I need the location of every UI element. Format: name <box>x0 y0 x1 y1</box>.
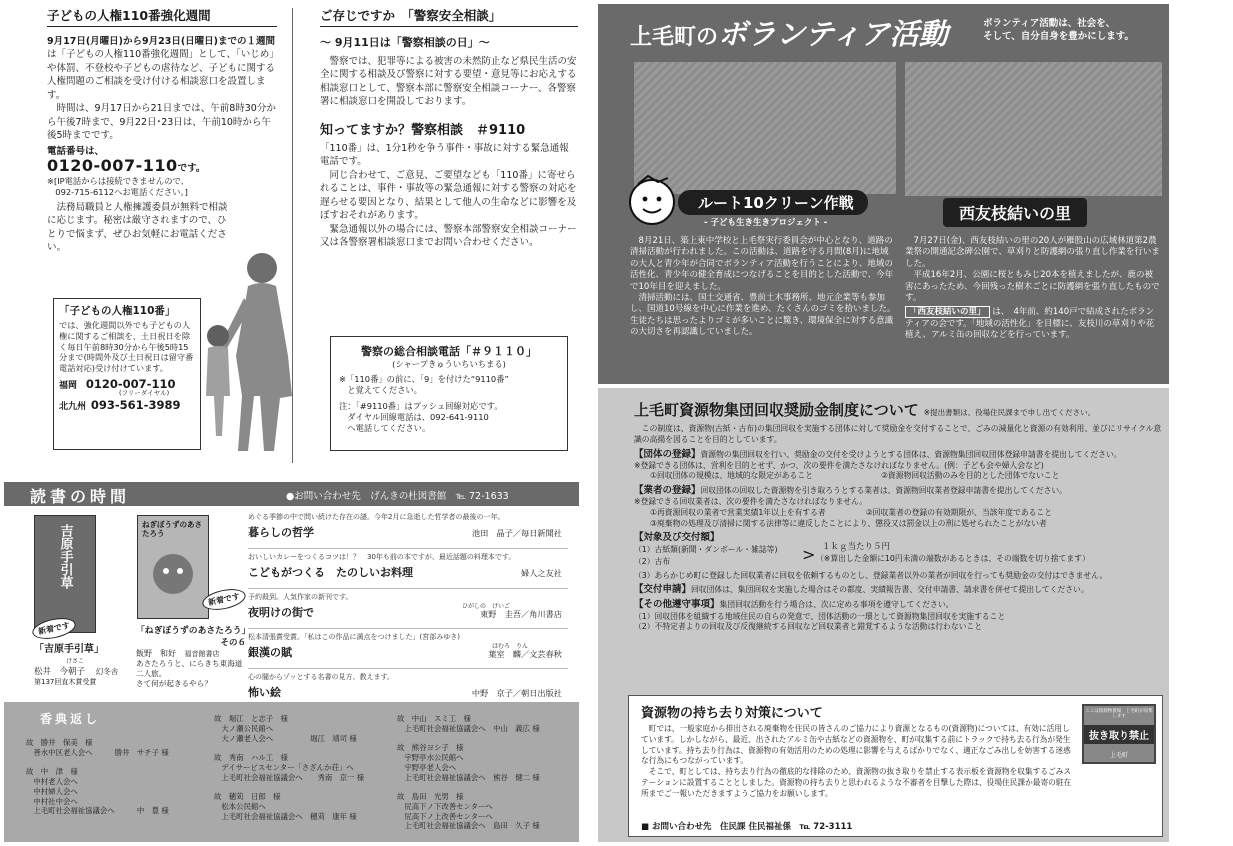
volunteer-title-b: ボランティア活動 <box>718 17 948 51</box>
recycle-reg-line <box>634 448 1164 461</box>
book1-award: 第137回直木賞受賞 <box>34 678 97 686</box>
recycle-biz-line <box>634 484 1164 497</box>
children-rights-p1: は「子どもの人権110番強化週間」として、「いじめ」や体罰、不登校や子どもの虐待など、子どもに関する人権問題のご相談を受け付ける相談窓口を設置します。 <box>47 49 276 101</box>
recycle-biz-c2: ②回収業者の登録の有効期限が、当該年度であること <box>865 507 1053 517</box>
sign-bottom: 上毛町 <box>1109 751 1128 759</box>
recycle-o1: （1）回収団体を組織する地域住民の自らの発意で、団体活動の一環として資源物集団回収を実施すること <box>634 611 1006 621</box>
nishitomoeda-box: 「西友枝結いの里」 <box>905 306 990 318</box>
recycle-biz-conditions <box>634 508 1164 519</box>
book-item-author: 中野 京子／朝日出版社 <box>471 688 562 698</box>
book1-pub: 幻冬舎 <box>95 667 119 676</box>
police-p4: 緊急通報以外の場合には、警察本部警察安全相談コーナー又は各警察署相談窓口までお問い合わせください。 <box>320 223 577 249</box>
new-badge-1: 新着です <box>31 615 78 643</box>
children-rights-section <box>47 8 277 255</box>
book1-author: 松井 今朝子 <box>34 667 86 677</box>
volunteer-section <box>598 4 1169 384</box>
book2-title: 「ねぎぼうずのあさたろう」 <box>136 626 251 636</box>
nishitomoeda-text <box>905 236 1161 341</box>
cleanup-banner-sub: - 子ども生き生きプロジェクト - <box>704 218 828 228</box>
book2-vol: その６ <box>220 638 246 648</box>
children-rights-phone-label: 電話番号は、 <box>47 145 105 157</box>
recycle-title-line <box>634 399 1095 420</box>
recycle-biz-c1: ①再資源回収の業者で営業実績1年以上を有する者 <box>650 507 826 517</box>
recycle-rate-note: （※算出した金額に10円未満の端数があるときは、その端数を切り捨てます） <box>816 553 1090 563</box>
police-box-note1: ※「110番」の前に、「9」を付けた“9110番” と覚えてください。 <box>339 373 509 395</box>
reading-contact: ●お問い合わせ先 げんきの杜図書館 ℡ 72-1633 <box>286 491 509 502</box>
nishitomoeda-p3: は、 4年前、約140戸で結成されたボランティアの会です。「地域の活性化」を目標に、友枝川の草刈りや花植え、アルミ缶の回収などを行っています。 <box>905 307 1155 340</box>
nishitomoeda-box-wrap <box>905 307 1161 341</box>
recycle-title: 上毛町資源物集団回収奨励金制度について <box>634 401 919 419</box>
recycle-t2: （2）古布 <box>634 556 671 566</box>
recycle-apply-head: 【交付申請】 <box>634 584 692 596</box>
removal-text <box>641 724 1073 799</box>
police-h2: 知ってますか？警察相談 ＃9110 <box>320 122 526 138</box>
cleanup-text <box>630 236 896 338</box>
recycle-reg-text: 資源物の集団回収を行い、奨励金の交付を受けようとする団体は、資源物集団回収団体登録申請書を提出してください。 <box>700 449 1122 459</box>
book-item <box>248 632 568 669</box>
cover2-character-icon <box>138 542 208 602</box>
book-item-desc: おいしいカレーをつくるコツは！？ 30年も前の本ですが、最近話題の料理本です。 <box>248 553 516 561</box>
children-rights-box <box>53 298 201 450</box>
book-item-desc: 松本清張賞受賞。「私はこの作品に満点をつけました」(宮部みゆき) <box>248 633 460 641</box>
recycle-rate: １ｋｇ当たり５円 <box>822 541 891 552</box>
recycle-target-row <box>634 541 1164 571</box>
book1-author-reading: けさこ <box>66 658 85 665</box>
book-list <box>248 512 568 709</box>
police-box-reading: (シャープきゅういちいちまる) <box>392 359 506 369</box>
fukuoka-label: 福岡 <box>59 381 78 392</box>
book-cover-negibouzu <box>137 515 209 619</box>
recycle-reg-note: ※登録できる団体は、営利を目的とせず、かつ、次の要件を満たさなければなりません。(例：子ども会や婦人会など) <box>634 460 1044 470</box>
recycle-reg-conditions <box>634 471 1164 482</box>
police-section <box>320 8 578 250</box>
book-item <box>248 592 568 629</box>
cleanup-p2: 清掃活動には、国土交通省、豊前土木事務所、地元企業等も参加し、国道10号線を中心に作業を進め、たくさんのゴミを拾いました。生徒たちは思ったよりゴミが多いことに驚き、環境保全に対する意識の大切さを再認識していました。 <box>630 292 896 337</box>
book-item-reading: はむろ りん <box>491 643 528 650</box>
cover2-title: ねぎぼうずのあさたろう <box>142 520 202 538</box>
book-item-author: 東野 圭吾／角川書店 <box>480 609 562 619</box>
volunteer-tagline: ボランティア活動は、社会を、 そして、自分自身を豊かにします。 <box>983 18 1135 42</box>
sign-top: ここは資源物置場 上毛町が収集します <box>1085 709 1153 720</box>
police-box-title: 警察の総合相談電話「＃９１１０」 <box>361 345 537 358</box>
nishitomoeda-banner <box>943 198 1087 227</box>
removal-contact: ■ お問い合わせ先 住民課 住民福祉係 ℡ 72-3111 <box>641 822 853 832</box>
book2-info <box>136 623 251 689</box>
recycle-o2: （2）不特定者よりの回収及び反復継続する回収など回収業者と錯覚するような活動は行わないこと <box>634 622 983 632</box>
children-rights-phone: 0120-007-110 <box>47 156 178 176</box>
recycle-t1: （1）古紙類(新聞・ダンボール・雑誌等) <box>634 544 778 554</box>
recycle-reg-c1: ①回収団体の規模は、地域的な限定があること <box>650 471 813 481</box>
police-p3: 同じ合わせて、ご意見、ご要望なども「110番」に寄せられることは、事件・事故等の緊急通報に対する警察の対応を遅らせる要因となり、結果として他人の生命などに影響を及ぼすおそれがあります。 <box>320 169 577 222</box>
kitakyushu-line <box>59 398 195 412</box>
free-dial-note: (フリーダイヤル) <box>119 389 170 398</box>
police-box-note2: 注：「#9110番」はプッシュ回線対応です。 ダイヤル回線電話は、092-641-9110 へ電話してください。 <box>339 400 503 433</box>
recycle-biz-note: ※登録できる回収業者は、次の要件を満たさなければなりません。 <box>634 497 868 507</box>
police-subtitle: ～ 9月11日は「警察相談の日」～ <box>320 36 490 49</box>
koden-col1: 故 勝井 保美 様 善水中区老人会へ 勝井 サチ子 様 故 中 津 様 中村老人会へ 中村婦人会へ 中村社中会へ 上毛町社会福祉協議会へ 中 豊 様 <box>26 738 169 816</box>
recycle-section <box>598 388 1169 842</box>
kitakyushu-number: 093-561-3989 <box>90 397 181 412</box>
mother-child-illustration <box>196 246 316 458</box>
reading-title: 読書の時間 <box>30 487 131 506</box>
book-item-title: 銀漢の賦 <box>248 646 292 659</box>
recycle-target-head: 【対象及び交付額】 <box>634 532 720 544</box>
new-badge-2: 新着です <box>201 586 248 614</box>
book1-title: 「吉原手引草」 <box>34 644 104 655</box>
book1-author-line <box>34 665 134 677</box>
recycle-biz-head: 【業者の登録】 <box>634 485 701 497</box>
sign-main: 抜き取り禁止 <box>1084 725 1154 744</box>
removal-p2: そこで、町としては、持ち去り行為の徹底的な排除のため、資源物の抜き取りを禁止する表示板を資源物を収集するごみステーションに設置することとしました。資源物の持ち去りと思われるような不審者を目撃した際は、役場住民課か最寄の駐在所までご一報いただきますようご協力をお願いします。 <box>641 767 1072 798</box>
police-p2: 「110番」は、1分1秒を争う事件・事故に対する緊急通報電話です。 <box>320 142 569 168</box>
children-rights-body <box>47 35 277 102</box>
reading-header <box>4 482 579 506</box>
removal-box <box>628 695 1163 837</box>
removal-title: 資源物の持ち去り対策について <box>641 706 823 721</box>
cleanup-banner <box>678 190 868 215</box>
no-removal-sign <box>1082 704 1156 764</box>
left-column-divider <box>292 8 293 463</box>
koden-title: 香典返し <box>40 712 101 726</box>
removal-p1: 町では、一般家庭から排出される廃棄物を住民の皆さんのご協力により資源となるもの(資源物)については、有効に活用しています。しかしながら、最近、出されたアルミ缶や古紙などの資源物を、町が収集する前にトラックで持ち去る行為が発生しています。持ち去り行為は、資源物の有効活用のための処理に影響を与えるばかりでなく、適正なごみ出しを妨害する迷惑な行為にもつながっています。 <box>641 724 1071 766</box>
book2-desc: あさたろうと、にらきち東海道二人旅。 さて何が起きるやら？ <box>136 659 243 688</box>
book-item-reading: ひがしの けいご <box>461 603 510 610</box>
police-phone-box <box>330 336 568 451</box>
koden-section <box>4 702 579 842</box>
book-item-author: 葉室 麟／文芸春秋 <box>488 649 562 659</box>
recycle-reg-head: 【団体の登録】 <box>634 448 701 460</box>
nishitomoeda-photo <box>905 62 1162 196</box>
recycle-bracket: > <box>802 544 816 564</box>
book-cover-yoshiwara <box>34 515 96 633</box>
children-rights-phone-suffix: です。 <box>177 163 206 175</box>
children-rights-phone-line <box>47 156 277 175</box>
cleanup-banner-title: ルート10クリーン作戦 <box>698 194 854 212</box>
cleanup-p1: 8月21日、築上東中学校と上毛祭実行委員会が中心となり、道路の清掃活動が行われました。この活動は、道路を守る月間(8月)に地域の大人と青少年が合同でボランティア活動を行うことにより、地域の活性化、青少年の健全育成につなげることを目的とした活動で、今年で10年目を迎えました。 <box>630 236 894 292</box>
children-rights-dates: 9月17日(月曜日)から9月23日(日曜日)までの１週間 <box>47 36 276 47</box>
volunteer-header <box>630 12 948 53</box>
koden-col2: 故 堀江 と志子 様 大ノ瀬公民館へ 大ノ瀬老人会へ 堀江 靖司 様 故 秀南 ハル工 様 デイサービスセンター「さざんか荘」へ 上毛町社会福祉協議会へ 秀南 京一 様 故 穂苅 日郎 様 松本公民館へ 上毛町社会福祉協議会へ 穂苅 康年 様 <box>214 714 365 821</box>
recycle-title-note: ※提出書類は、役場住民課まで申し出てください。 <box>923 408 1096 417</box>
children-rights-box-text: では、強化週間以外でも子どもの人権に関するご相談を、土日祝日を除く毎日午前8時30分から午後5時15分まで(時間外及び土日祝日は留守番電話対応)受け付けています。 <box>59 320 194 374</box>
children-rights-p2: 時間は、9月17日から21日までは、午前8時30分から午後7時まで、9月22日･23日は、午前10時から午後5時までです。 <box>47 103 276 142</box>
recycle-biz-text: 回収団体の回収した資源物を引き取ろうとする業者は、資源物回収業者登録申請書を提出してください。 <box>700 486 1067 496</box>
nishitomoeda-p2: 平成16年2月、公園に桜ともみじ20本を植えましたが、鹿の被害にあったため、今回残った樹木ごとに防護網を張り直したものです。 <box>905 270 1160 303</box>
book-item-title: こどもがつくる たのしいお料理 <box>248 566 413 579</box>
cover1-title: 吉原手引草 <box>57 524 73 589</box>
book-item-title: 夜明けの街で <box>248 606 314 619</box>
book-item <box>248 512 568 549</box>
book-item-desc: めぐる季節の中で問い続けた存在の謎。今年2月に急逝した哲学者の最後の一年。 <box>248 513 505 521</box>
book2-author: 飯野 和好 <box>136 649 176 658</box>
children-rights-title: 子どもの人権110番強化週間 <box>47 8 277 27</box>
book-item-title: 暮らしの哲学 <box>248 526 314 539</box>
children-rights-ip-note: ※[IP電話からは接続できませんので、 092-715-6112へお電話ください。] <box>47 175 189 197</box>
book2-pub: 福音館書店 <box>184 650 220 658</box>
fukuoka-number: 0120-007-110 <box>85 377 176 392</box>
recycle-apply-text: 回収団体は、集団回収を実施した場合はその都度、実績報告書、交付申請書、請求書を併せて提出してください。 <box>691 585 1089 595</box>
children-rights-box-title: 「子どもの人権110番」 <box>59 305 176 317</box>
book-item-title: 怖い絵 <box>248 686 281 699</box>
book2-author-line <box>136 648 246 659</box>
police-p1: 警察では、犯罪等による被害の未然防止など県民生活の安全に関する相談及び警察に対する要望・意見等にお応えする相談窓口として、警察本部に警察安全相談コーナー、各警察署に相談窓口を開設しております。 <box>320 56 577 108</box>
book-item-author: 池田 晶子／毎日新聞社 <box>471 528 562 538</box>
recycle-reg-c2: ②資源物回収活動のみを目的とした団体でないこと <box>880 471 1060 481</box>
book-item-desc: 心の闇からゾッとする名書の見方、教えます。 <box>248 673 394 681</box>
recycle-other-head: 【その他遵守事項】 <box>634 599 720 611</box>
nishitomoeda-p1: 7月27日(金)、西友枝結いの里の20人が雁股山の広域林道第2農業祭の開通記念碑公園で、草刈りと防護網の張り直し作業を行いました。 <box>905 236 1160 269</box>
book1-info <box>34 640 134 687</box>
recycle-biz-c3: ③廃棄物の処理及び清掃に関する法律等に違反したことにより、懲役又は罰金以上の刑に処せられたことがない者 <box>650 518 1047 528</box>
book-item <box>248 552 568 589</box>
book-item-desc: 予約殺到。人気作家の新刊です。 <box>248 593 353 601</box>
children-rights-p3: 法務局職員と人権擁護委員が無料で相談に応じます。秘密は厳守されますので、ひとりで悩まず、ぜひお気軽にお電話ください。 <box>47 201 228 254</box>
volunteer-title-a: 上毛町の <box>630 25 719 50</box>
police-title: ご存じですか 「警察安全相談」 <box>320 8 578 27</box>
recycle-other-line <box>634 598 1164 611</box>
koden-col3: 故 中山 スミ工 様 上毛町社会福祉協議会へ 中山 義広 様 故 熊谷ヨシ子 様 宇野亭水公民館へ 宇野亭老人会へ 上毛町社会福祉協議会へ 熊谷 健二 様 故 島田 光男 様 尻高下ノ下改善センターへ 尻高下ノ上改善センターへ 上毛町社会福祉協議会へ 島田 久子 様 <box>397 714 540 831</box>
recycle-other-text: 集団回収活動を行う場合は、次に定める事項を遵守してください。 <box>719 600 954 610</box>
kitakyushu-label: 北九州 <box>59 401 87 412</box>
recycle-body <box>634 424 1164 633</box>
mascot-face-icon <box>624 172 680 228</box>
nishitomoeda-banner-title: 西友枝結いの里 <box>959 204 1072 223</box>
book-item-author: 婦人之友社 <box>521 568 562 578</box>
recycle-intro: この制度は、資源物(古紙・古布)の集団回収を実施する団体に対して奨励金を交付することで、ごみの減量化と資源の有効利用、並びにリサイクル意識の高揚を図ることを目的としています。 <box>634 424 1162 444</box>
recycle-t3: （3）あらかじめ町に登録した回収業者に回収を依頼するものとし、登録業者以外の業者が回収を行っても奨励金の交付はできません。 <box>634 570 1108 580</box>
recycle-apply-line <box>634 583 1164 596</box>
